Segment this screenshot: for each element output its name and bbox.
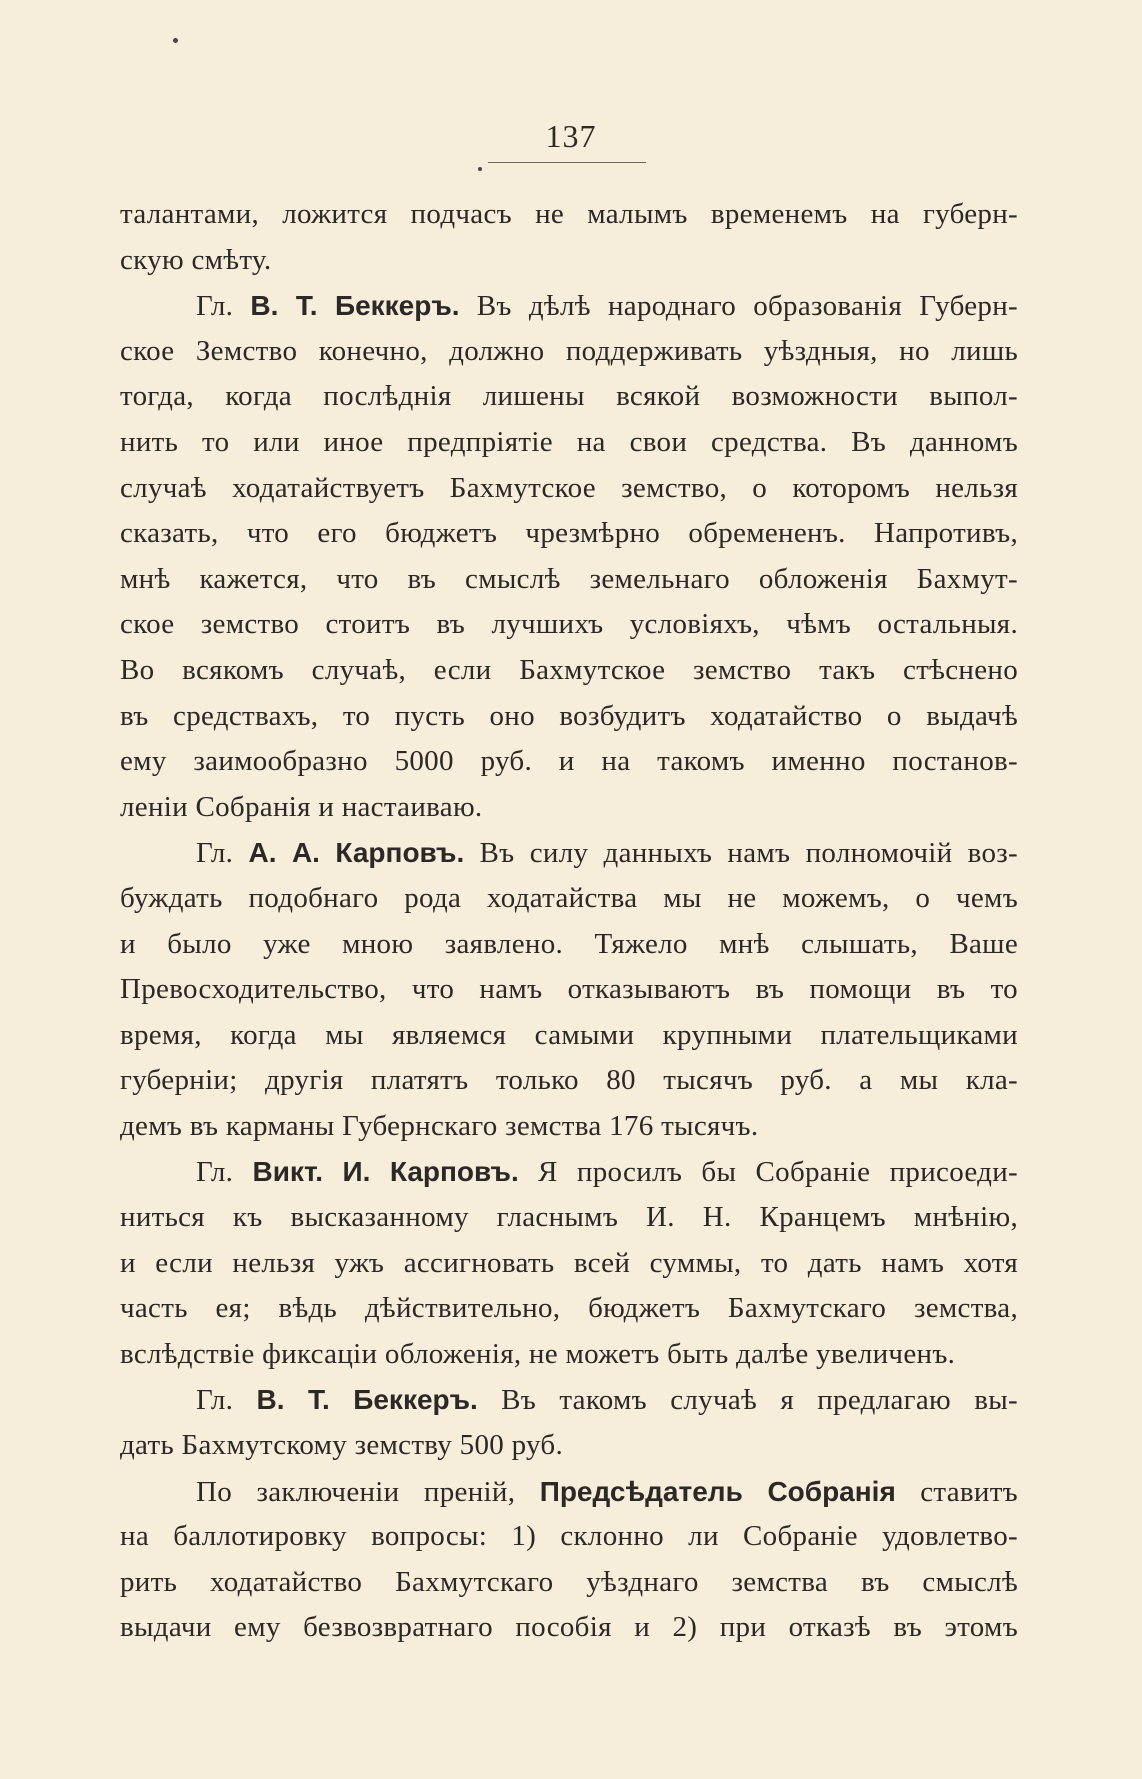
chairman-name: Предсѣдатель Собранія <box>539 1475 896 1507</box>
line-text: скую смѣту. <box>120 243 272 276</box>
line-text: талантами, ложится подчасъ не малымъ временемъ на губерн- <box>120 198 1018 230</box>
text-line <box>120 922 1018 968</box>
text-line <box>120 1423 1018 1469</box>
speech-prefix: Гл. <box>196 837 234 870</box>
text-line <box>120 1241 1018 1287</box>
text-line <box>120 1104 1018 1150</box>
speech-prefix: Гл. <box>196 1384 234 1417</box>
line-text: Въ такомъ случаѣ я предлагаю вы- <box>501 1384 1018 1417</box>
text-line <box>120 1514 1018 1560</box>
text-line <box>120 1605 1018 1651</box>
speech-first-line <box>120 830 1018 876</box>
line-text: ниться къ высказанному гласнымъ И. Н. Кранцемъ мнѣнію, <box>120 1201 1018 1234</box>
line-text: буждать подобнаго рода ходатайства мы не можемъ, о чемъ <box>120 881 1018 914</box>
speaker-name: В. Т. Беккеръ. <box>256 1384 478 1416</box>
speech-prefix: Гл. <box>196 1156 234 1189</box>
header-rule <box>488 162 646 163</box>
speech-prefix: По заключеніи преній, <box>196 1475 516 1508</box>
text-line <box>120 1560 1018 1606</box>
text-line <box>120 602 1018 648</box>
text-line <box>120 420 1018 466</box>
line-text: вслѣдствіе фиксаціи обложенія, не можетъ быть далѣе увеличенъ. <box>120 1337 956 1370</box>
line-text: и было уже мною заявлено. Тяжело мнѣ слышать, Ваше <box>120 927 1018 960</box>
text-line <box>120 466 1018 512</box>
line-text: Превосходительство, что намъ отказываютъ въ помощи въ то <box>120 973 1018 1006</box>
line-text: часть ея; вѣдь дѣйствительно, бюджетъ Бахмутскаго земства, <box>120 1292 1018 1325</box>
speaker-name: В. Т. Беккеръ. <box>250 290 460 322</box>
text-line <box>120 329 1018 375</box>
text-line <box>120 694 1018 740</box>
text-line <box>120 876 1018 922</box>
line-text: дать Бахмутскому земству 500 руб. <box>120 1429 564 1462</box>
line-text: демъ въ карманы Губернскаго земства 176 тысячъ. <box>120 1109 759 1142</box>
page-number: 137 <box>545 118 597 154</box>
line-text: сказать, что его бюджетъ чрезмѣрно обремененъ. Напротивъ, <box>120 517 1018 550</box>
line-text: Въ дѣлѣ народнаго образованія Губерн- <box>476 290 1018 323</box>
line-text: ское Земство конечно, должно поддерживать уѣздныя, но лишь <box>120 334 1018 367</box>
text-line <box>120 1195 1018 1241</box>
line-text: Во всякомъ случаѣ, если Бахмутское земство такъ стѣснено <box>120 653 1018 686</box>
speech-first-line <box>120 283 1018 329</box>
print-speck <box>173 38 178 43</box>
line-text: время, когда мы являемся самыми крупными плательщиками <box>120 1018 1018 1051</box>
speaker-name: Викт. И. Карповъ. <box>252 1156 519 1188</box>
text-line <box>120 967 1018 1013</box>
line-text: тогда, когда послѣднія лишены всякой возможности выпол- <box>120 380 1018 413</box>
text-line <box>120 511 1018 557</box>
line-text: рить ходатайство Бахмутскаго уѣзднаго земства въ смыслѣ <box>120 1565 1018 1598</box>
line-text: Въ силу данныхъ намъ полномочій воз- <box>479 837 1018 870</box>
speech-first-line <box>120 1149 1018 1195</box>
line-text: мнѣ кажется, что въ смыслѣ земельнаго обложенія Бахмут- <box>120 562 1018 595</box>
line-text: губерніи; другія платятъ только 80 тысячъ руб. а мы кла- <box>120 1064 1018 1097</box>
text-line <box>120 739 1018 785</box>
line-text: въ средствахъ, то пусть оно возбудитъ ходатайство о выдачѣ <box>120 699 1018 732</box>
line-text: на баллотировку вопросы: 1) склонно ли Собраніе удовлетво- <box>120 1520 1018 1553</box>
text-line <box>120 1332 1018 1378</box>
speaker-name: А. А. Карповъ. <box>248 837 465 869</box>
text-line <box>120 192 1018 238</box>
line-text: нить то или иное предпріятіе на свои средства. Въ данномъ <box>120 425 1018 458</box>
print-speck <box>478 167 482 171</box>
text-line <box>120 785 1018 831</box>
speech-first-line <box>120 1377 1018 1423</box>
speech-prefix: Гл. <box>196 290 234 323</box>
line-text: и если нельзя ужъ ассигновать всей суммы, то дать намъ хотя <box>120 1246 1018 1279</box>
text-line <box>120 1013 1018 1059</box>
speech-first-line <box>120 1469 1018 1515</box>
line-text: выдачи ему безвозвратнаго пособія и 2) при отказѣ въ этомъ <box>120 1611 1018 1644</box>
line-text: Я просилъ бы Собраніе присоеди- <box>538 1156 1018 1189</box>
line-text: леніи Собранія и настаиваю. <box>120 790 483 823</box>
text-line <box>120 557 1018 603</box>
text-line <box>120 238 1018 284</box>
line-text: ское земство стоитъ въ лучшихъ условіяхъ, чѣмъ остальныя. <box>120 608 1018 641</box>
text-line <box>120 1058 1018 1104</box>
body-text <box>120 192 1018 1651</box>
line-text: ему заимообразно 5000 руб. и на такомъ именно постанов- <box>120 745 1018 778</box>
text-line <box>120 648 1018 694</box>
line-text: случаѣ ходатайствуетъ Бахмутское земство, о которомъ нельзя <box>120 471 1018 504</box>
line-text: ставитъ <box>920 1475 1018 1508</box>
text-line <box>120 1286 1018 1332</box>
text-line <box>120 374 1018 420</box>
